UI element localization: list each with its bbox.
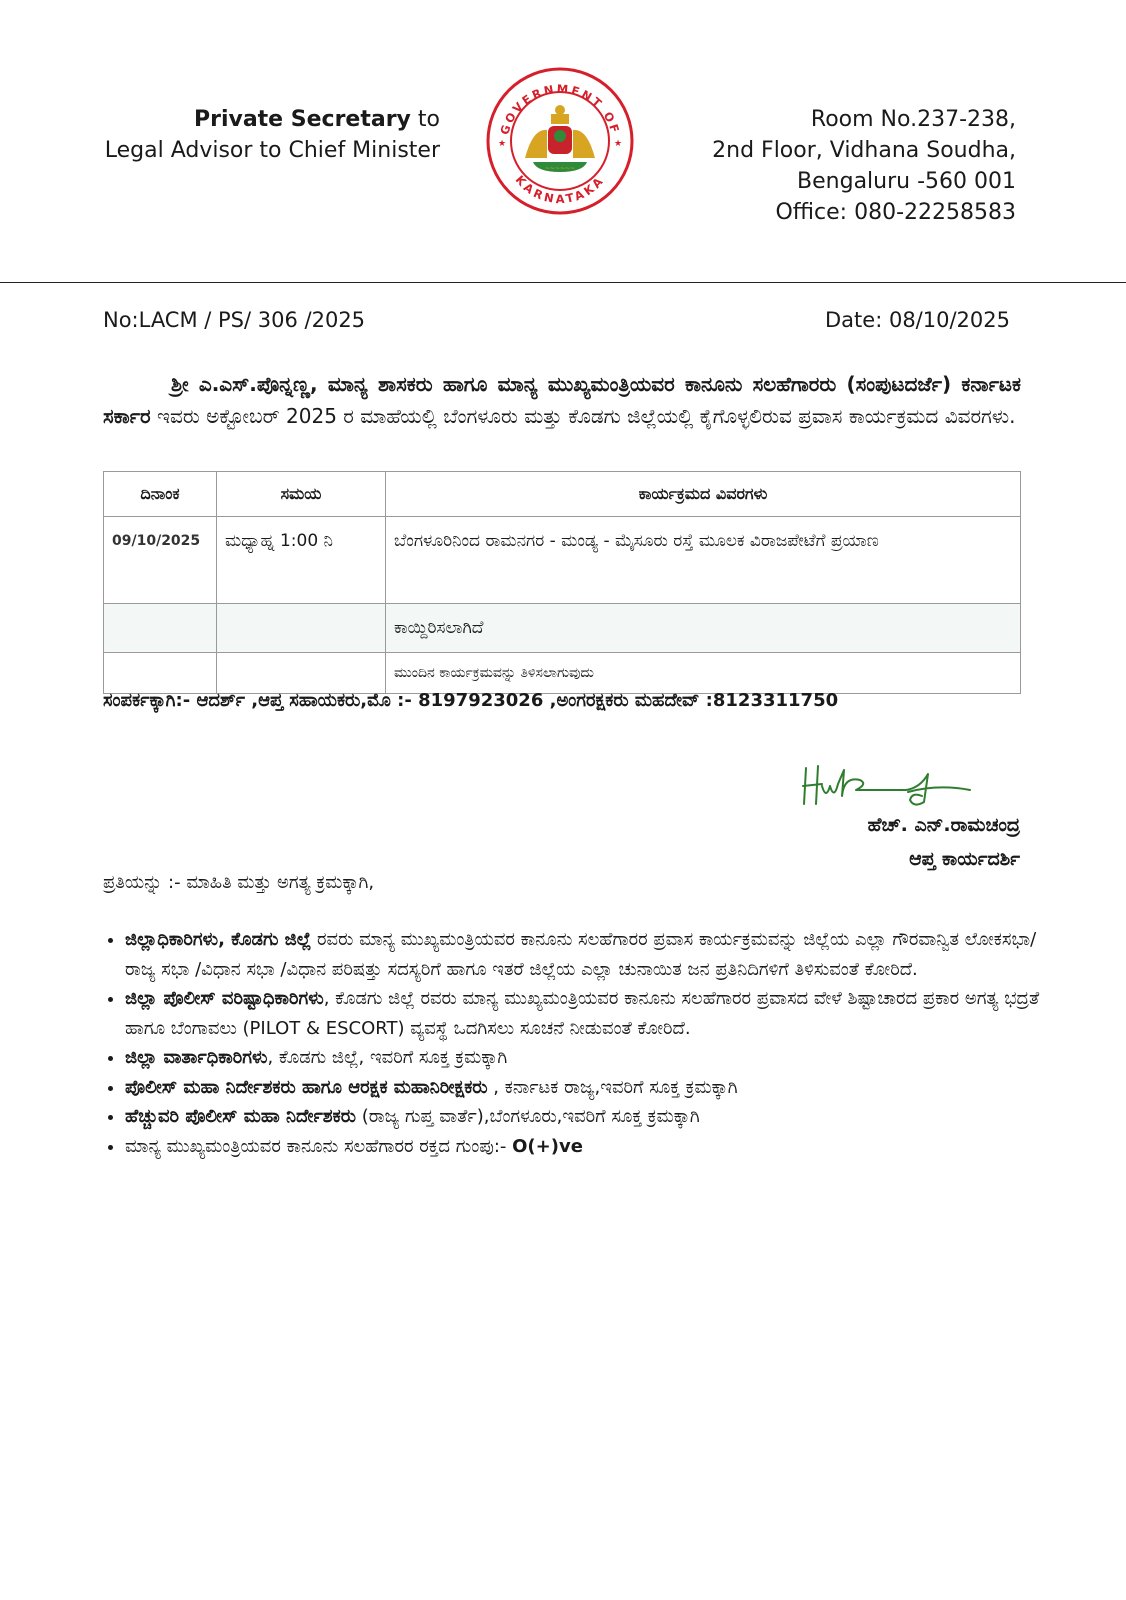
intro-rest: ಇವರು ಅಕ್ಟೋಬರ್ 2025 ರ ಮಾಹೆಯಲ್ಲಿ ಬೆಂಗಳೂರು ಮತ್ತು ಕೊಡಗು ಜಿಲ್ಲೆಯಲ್ಲಿ ಕೈಗೊಳ್ಳಲಿರುವ ಪ್ರವಾಸ ಕಾರ್ಯಕ್ರಮದ ವಿವರಗಳು. — [150, 404, 1016, 428]
list-item — [125, 1102, 1055, 1132]
recipient-text: (ರಾಜ್ಯ ಗುಪ್ತ ವಾರ್ತೆ),ಬೆಂಗಳೂರು,ಇವರಿಗೆ ಸೂಕ್ತ ಕ್ರಮಕ್ಕಾಗಿ — [356, 1106, 700, 1127]
cell-details: ಬೆಂಗಳೂರಿನಿಂದ ರಾಮನಗರ - ಮಂಡ್ಯ - ಮೈಸೂರು ರಸ್ತೆ ಮೂಲಕ ವಿರಾಜಪೇಟೆಗೆ ಪ್ರಯಾಣ — [386, 517, 1021, 604]
table-row — [104, 517, 1021, 604]
cell-date: 09/10/2025 — [104, 517, 217, 604]
header-divider — [0, 282, 1126, 283]
contact-line: ಸಂಪರ್ಕಕ್ಕಾಗಿ:- ಆದರ್ಶ್ ,ಆಪ್ತ ಸಹಾಯಕರು,ಮೊ :- 8197923026 ,ಅಂಗರಕ್ಷಕರು ಮಹದೇವ್ :8123311750 — [103, 690, 839, 711]
table-row — [104, 604, 1021, 653]
cell-date — [104, 604, 217, 653]
table-row — [104, 653, 1021, 694]
sender-address — [712, 104, 1016, 228]
tour-schedule-table — [103, 471, 1021, 694]
list-item — [125, 1132, 1055, 1162]
recipient-text: ರವರು ಮಾನ್ಯ ಮುಖ್ಯಮಂತ್ರಿಯವರ ಕಾನೂನು ಸಲಹೆಗಾರರ ಪ್ರವಾಸ ಕಾರ್ಯಕ್ರಮವನ್ನು ಜಿಲ್ಲೆಯ ಎಲ್ಲಾ ಗೌರವಾನ್ವಿತ ಲೋಕಸಭಾ/ರಾಜ್ಯ ಸಭಾ /ವಿಧಾನ ಸಭಾ /ವಿಧಾನ ಪರಿಷತ್ತು ಸದಸ್ಯರಿಗೆ ಹಾಗೂ ಇತರೆ ಜಿಲ್ಲೆಯ ಎಲ್ಲಾ ಚುನಾಯಿತ ಜನ ಪ್ರತಿನಿದಿಗಳಿಗೆ ತಿಳಿಸುವಂತೆ ಕೋರಿದೆ. — [125, 929, 1037, 980]
recipient-name: ಜಿಲ್ಲಾ ವಾರ್ತಾಧಿಕಾರಿಗಳು — [125, 1047, 268, 1068]
letter-date: Date: 08/10/2025 — [825, 308, 1010, 332]
signatory-block — [868, 808, 1020, 876]
list-item — [125, 1073, 1055, 1103]
karnataka-seal-icon — [485, 66, 635, 216]
signatory-name: ಹೆಚ್. ಎನ್.ರಾಮಚಂದ್ರ — [867, 814, 1020, 836]
intro-paragraph — [103, 368, 1021, 432]
reference-number: No:LACM / PS/ 306 /2025 — [103, 308, 366, 332]
recipient-name: ಜಿಲ್ಲಾ ಪೊಲೀಸ್ ವರಿಷ್ಟಾಧಿಕಾರಿಗಳು — [125, 988, 324, 1009]
address-line: Room No.237-238, — [810, 107, 1016, 132]
svg-text:KARNATAKA: KARNATAKA — [512, 172, 608, 207]
sender-title-rest: to — [410, 107, 440, 132]
list-item — [125, 1043, 1055, 1073]
recipient-list — [103, 925, 1055, 1161]
office-phone: Office: 080-22258583 — [775, 200, 1016, 225]
recipient-text: , ಕರ್ನಾಟಕ ರಾಜ್ಯ,ಇವರಿಗೆ ಸೂಕ್ತ ಕ್ರಮಕ್ಕಾಗಿ — [487, 1076, 738, 1098]
svg-text:~~~~~~: ~~~~~~ — [544, 165, 576, 172]
cell-date — [104, 653, 217, 694]
column-header-time: ಸಮಯ — [217, 472, 386, 517]
column-header-details: ಕಾರ್ಯಕ್ರಮದ ವಿವರಗಳು — [386, 472, 1021, 517]
list-item — [125, 925, 1055, 984]
intro-bold: ಶ್ರೀ ಎ.ಎಸ್.ಪೊನ್ನಣ್ಣ, ಮಾನ್ಯ ಶಾಸಕರು ಹಾಗೂ ಮಾನ್ಯ ಮುಖ್ಯಮಂತ್ರಿಯವರ ಕಾನೂನು ಸಲಹೆಗಾರರು (ಸಂಪುಟದರ್ಜೆ) ಕರ್ನಾಟಕ ಸರ್ಕಾರ — [103, 372, 1021, 428]
sender-designation — [0, 104, 440, 166]
signatory-title: ಆಪ್ತ ಕಾರ್ಯದರ್ಶಿ — [909, 848, 1020, 870]
table-header-row — [104, 472, 1021, 517]
copy-to-line: ಪ್ರತಿಯನ್ನು :- ಮಾಹಿತಿ ಮತ್ತು ಅಗತ್ಯ ಕ್ರಮಕ್ಕಾಗಿ, — [103, 872, 375, 893]
recipient-text: , ಕೊಡಗು ಜಿಲ್ಲೆ ರವರು ಮಾನ್ಯ ಮುಖ್ಯಮಂತ್ರಿಯವರ ಕಾನೂನು ಸಲಹೆಗಾರರ ಪ್ರವಾಸದ ವೇಳೆ ಶಿಷ್ಟಾಚಾರದ ಪ್ರಕಾರ ಅಗತ್ಯ ಭದ್ರತೆ ಹಾಗೂ ಬೆಂಗಾವಲು (PILOT & ESCORT) ವ್ಯವಸ್ಥೆ ಒದಗಿಸಲು ಸೂಚನೆ ನೀಡುವಂತೆ ಕೋರಿದೆ. — [125, 988, 1040, 1039]
recipient-text: ಮಾನ್ಯ ಮುಖ್ಯಮಂತ್ರಿಯವರ ಕಾನೂನು ಸಲಹೆಗಾರರ ರಕ್ತದ ಗುಂಪು:- — [125, 1135, 513, 1157]
recipient-name: ಹೆಚ್ಚುವರಿ ಪೊಲೀಸ್ ಮಹಾ ನಿರ್ದೇಶಕರು — [125, 1106, 357, 1127]
svg-text:GOVERNMENT OF: GOVERNMENT OF — [497, 81, 623, 137]
sender-title-bold: Private Secretary — [193, 107, 411, 132]
cell-time — [217, 653, 386, 694]
recipient-text: , ಕೊಡಗು ಜಿಲ್ಲೆ, ಇವರಿಗೆ ಸೂಕ್ತ ಕ್ರಮಕ್ಕಾಗಿ — [267, 1047, 508, 1068]
cell-time: ಮಧ್ಯಾಹ್ನ 1:00 ನಿ — [217, 517, 386, 604]
cell-time — [217, 604, 386, 653]
address-line: 2nd Floor, Vidhana Soudha, — [712, 138, 1016, 163]
recipient-name: ಪೊಲೀಸ್ ಮಹಾ ನಿರ್ದೇಶಕರು ಹಾಗೂ ಆರಕ್ಷಕ ಮಹಾನಿರೀಕ್ಷಕರು — [125, 1076, 488, 1098]
list-item — [125, 984, 1055, 1043]
address-line: Bengaluru -560 001 — [797, 169, 1016, 194]
cell-details: ಮುಂದಿನ ಕಾರ್ಯಕ್ರಮವನ್ನು ತಿಳಿಸಲಾಗುವುದು — [386, 653, 1021, 694]
blood-group: O(+)ve — [512, 1135, 583, 1157]
svg-text:★: ★ — [498, 139, 507, 149]
sender-office: Legal Advisor to Chief Minister — [104, 138, 440, 163]
column-header-date: ದಿನಾಂಕ — [104, 472, 217, 517]
cell-details: ಕಾಯ್ದಿರಿಸಲಾಗಿದೆ — [386, 604, 1021, 653]
svg-text:★: ★ — [614, 139, 623, 149]
recipient-name: ಜಿಲ್ಲಾಧಿಕಾರಿಗಳು, ಕೊಡಗು ಜಿಲ್ಲೆ — [125, 929, 312, 950]
